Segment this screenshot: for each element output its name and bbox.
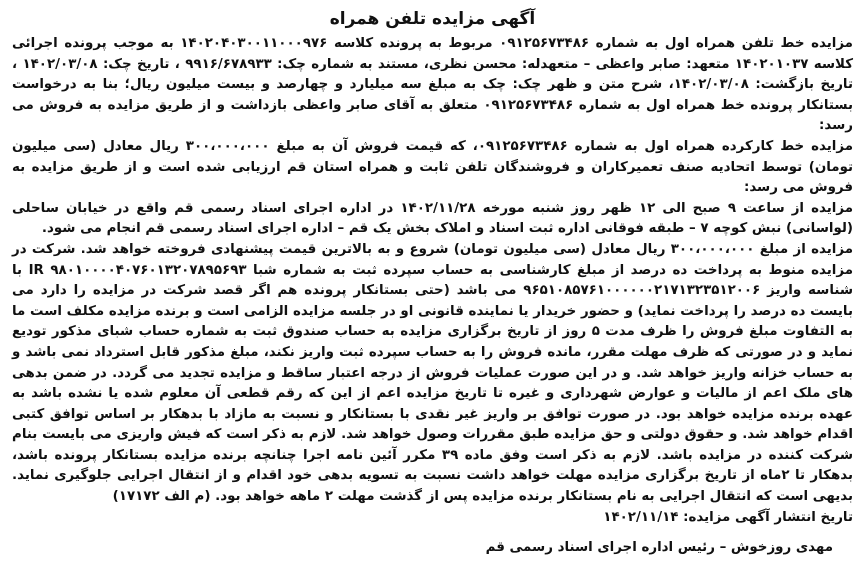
notice-paragraph-terms: مزایده از مبلغ ۳۰۰،۰۰۰،۰۰۰ ریال معادل (سی میلیون تومان) شروع و به بالاترین قیمت پیشنهادی فروخته خواهد شد. شرکت در مزایده منوط به پرداخت ده درصد از مبلغ کارشناسی به حساب سپرده ثبت به شماره شبا IR ۹۸۰۱۰۰۰۰۴۰۷۶۰۱۳۲۰۷۸۹۵۶۹۳ با شناسه واریز ۹۶۵۱۰۸۵۷۶۱۰۰۰۰۰۰۲۱۷۱۳۲۳۵۱۲۰۰۶ می باشد (حتی بستانکار پرونده هم اگر قصد شرکت در مزایده را دارد می بایست ده درصد را پرداخت نماید) و حضور خریدار یا نماینده قانونی او در جلسه مزایده الزامی است و برنده مزایده مکلف است ما به التفاوت مبلغ فروش را ظرف مدت ۵ روز از تاریخ برگزاری مزایده به حساب صندوق ثبت به شماره حساب شبای مذکور تودیع نماید و در صورتی که ظرف مهلت مقرر، مانده فروش را به حساب سپرده ثبت واریز نکند، مبلغ مذکور قابل استرداد نمی باشد و به حساب خزانه واریز خواهد شد. و در این صورت عملیات فروش از درجه اعتبار ساقط و مزایده تجدید می گردد. در ضمن بدهی های ملک اعم از مالیات و عوارض شهرداری و غیره تا تاریخ مزایده اعم از این که رقم قطعی آن معلوم شده یا نشده باشد به عهده برنده مزایده خواهد بود. در صورت توافق بر واریز غیر نقدی با بستانکار و نسبت به مازاد با بدهکار بر اساس توافق کتبی اقدام خواهد شد. و حقوق دولتی و حق مزایده طبق مقررات وصول خواهد شد. لازم به ذکر است که فیش واریزی می بایست بنام شرکت کننده در مزایده باشد. لازم به ذکر است وفق ماده ۳۹ مکرر آئین نامه اجرا چنانچه برنده مزایده بستانکار پرونده باشد، بدهکار تا ۲ماه از تاریخ برگزاری مزایده مهلت خواهد داشت نسبت به تسویه بدهی خود اقدام و از انتقال اجرایی جلوگیری نماید. بدیهی است که انتقال اجرایی به نام بستانکار برنده مزایده پس از گذشت مهلت ۲ ماهه خواهد بود. (م الف ۱۷۱۷۲) xyxy=(12,241,854,505)
notice-paragraph-time-place: مزایده از ساعت ۹ صبح الی ۱۲ ظهر روز شنبه مورخه ۱۴۰۲/۱۱/۲۸ در اداره اجرای اسناد رسمی قم واقع در خیابان ساحلی (لواسانی) نبش کوچه ۷ – طبقه فوقانی اداره ثبت اسناد و املاک بخش یک قم – اداره اجرای اسناد رسمی قم انجام می شود. xyxy=(12,200,853,237)
publish-date: تاریخ انتشار آگهی مزایده: ۱۴۰۲/۱۱/۱۴ xyxy=(603,509,853,525)
signature: مهدی روزخوش – رئیس اداره اجرای اسناد رسمی قم xyxy=(485,540,833,556)
notice-title: آگهی مزایده تلفن همراه xyxy=(329,9,536,29)
notice-paragraph-valuation: مزایده خط کارکرده همراه اول به شماره ۰۹۱۲۵۶۷۳۴۸۶، که قیمت فروش آن به مبلغ ۳۰۰،۰۰۰،۰۰۰ ریال معادل (سی میلیون تومان) توسط اتحادیه صنف تعمیرکاران و فروشندگان تلفن ثابت و همراه استان قم ارزیابی شده است و از طریق مزایده به فروش می رسد: xyxy=(12,138,854,196)
notice-paragraph-case-details: مزایده خط تلفن همراه اول به شماره ۰۹۱۲۵۶۷۳۴۸۶ مربوط به پرونده کلاسه ۱۴۰۲۰۴۰۳۰۰۱۱۰۰۰۹۷۶ به موجب پرونده اجرائی کلاسه ۱۴۰۲۰۱۰۳۷ متعهد: صابر واعظی – متعهدله: محسن نظری، مستند به شماره چک: ۹۹۱۶/۶۷۸۹۳۳ ، تاریخ چک: ۱۴۰۲/۰۳/۰۸ ، تاریخ بازگشت: ۱۴۰۲/۰۳/۰۸، شرح متن و ظهر چک: چک به مبلغ سه میلیارد و چهارصد و بیست میلیون ریال؛ بنا به درخواست بستانکار پرونده خط همراه اول به شماره ۰۹۱۲۵۶۷۳۴۸۶ متعلق به آقای صابر واعظی بازداشت و از طریق مزایده به فروش می رسد: xyxy=(12,36,854,134)
